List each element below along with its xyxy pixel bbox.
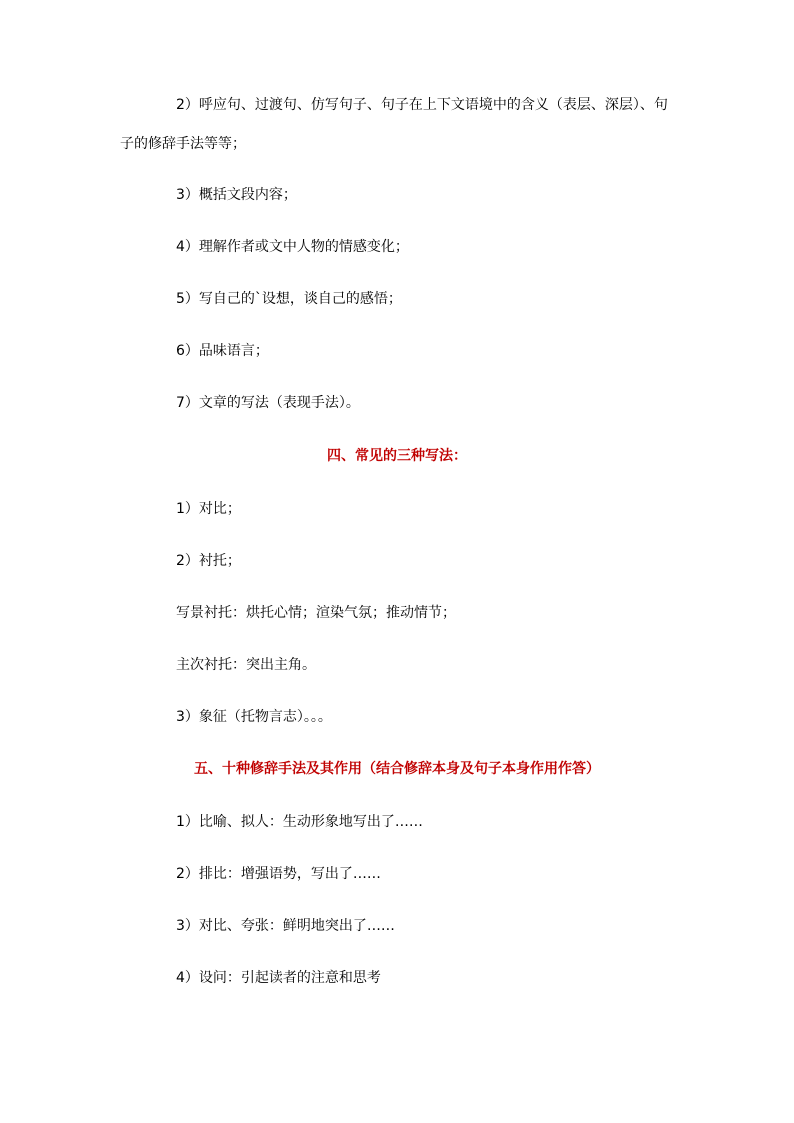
body-line: 3）象征（托物言志）。。。 — [176, 709, 332, 725]
body-line: 3）概括文段内容； — [176, 187, 297, 203]
section-heading: 五、十种修辞手法及其作用（结合修辞本身及句子本身作用作答） — [194, 761, 600, 777]
body-line: 7）文章的写法（表现手法）。 — [176, 395, 360, 411]
body-line: 2）衬托； — [176, 553, 241, 569]
body-line: 2）排比：增强语势，写出了…… — [176, 866, 381, 882]
body-line: 5）写自己的`设想，谈自己的感悟； — [176, 291, 402, 307]
body-line: 子的修辞手法等等； — [120, 136, 246, 152]
section-heading: 四、常见的三种写法： — [327, 448, 467, 464]
body-line: 写景衬托：烘托心情；渲染气氛；推动情节； — [176, 605, 456, 621]
body-line: 2）呼应句、过渡句、仿写句子、句子在上下文语境中的含义（表层、深层）、句 — [176, 97, 668, 113]
body-line: 4）设问：引起读者的注意和思考 — [176, 970, 381, 986]
body-line: 主次衬托：突出主角。 — [176, 657, 316, 673]
body-line: 3）对比、夸张：鲜明地突出了…… — [176, 918, 395, 934]
body-line: 1）比喻、拟人：生动形象地写出了…… — [176, 814, 423, 830]
body-line: 6）品味语言； — [176, 343, 269, 359]
body-line: 4）理解作者或文中人物的情感变化； — [176, 239, 409, 255]
body-line: 1）对比； — [176, 501, 241, 517]
